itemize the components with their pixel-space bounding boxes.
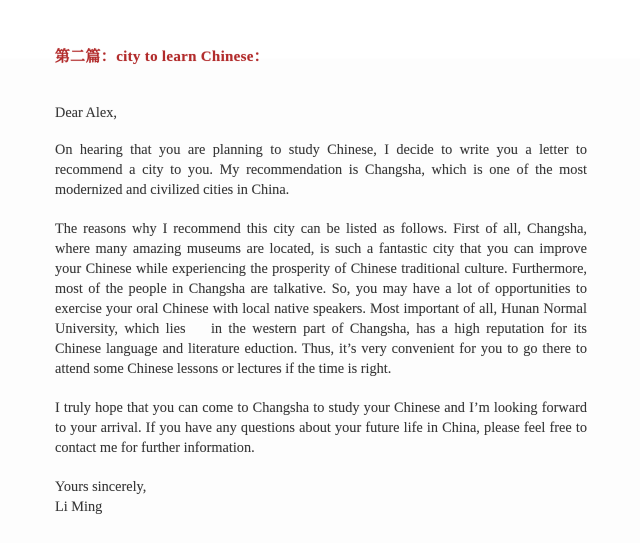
document-heading: 第二篇：city to learn Chinese： <box>55 49 270 65</box>
closing-block <box>55 477 587 517</box>
paragraph-conclusion: I truly hope that you can come to Changsha to study your Chinese and I’m looking forward to your arrival. If you have any questions about your future life in China, please feel free to contact me for further information. <box>55 400 591 456</box>
closing-phrase: Yours sincerely, <box>55 479 147 495</box>
paragraph-reasons: The reasons why I recommend this city can be listed as follows. First of all, Changsha, where many amazing museums are located, is such a fantastic city that you can improve your Chinese while experiencing the prosperity of Chinese traditional culture. Furthermore, most of the people in Changsha are talkative. So, you may have a lot of opportunities to exercise your oral Chinese with local native speakers. Most important of all, Hunan Normal University, which lies in the western part of Changsha, has a high reputation for its Chinese language and literature eduction. Thus, it’s very convenient for you to go there to attend some Chinese lessons or lectures if the time is right. <box>55 221 591 377</box>
salutation: Dear Alex, <box>55 105 117 121</box>
signature-name: Li Ming <box>55 499 103 515</box>
paragraph-introduction: On hearing that you are planning to study Chinese, I decide to write you a letter to recommend a city to you. My recommendation is Changsha, which is one of the most modernized and civilized cities in China. <box>55 142 591 198</box>
